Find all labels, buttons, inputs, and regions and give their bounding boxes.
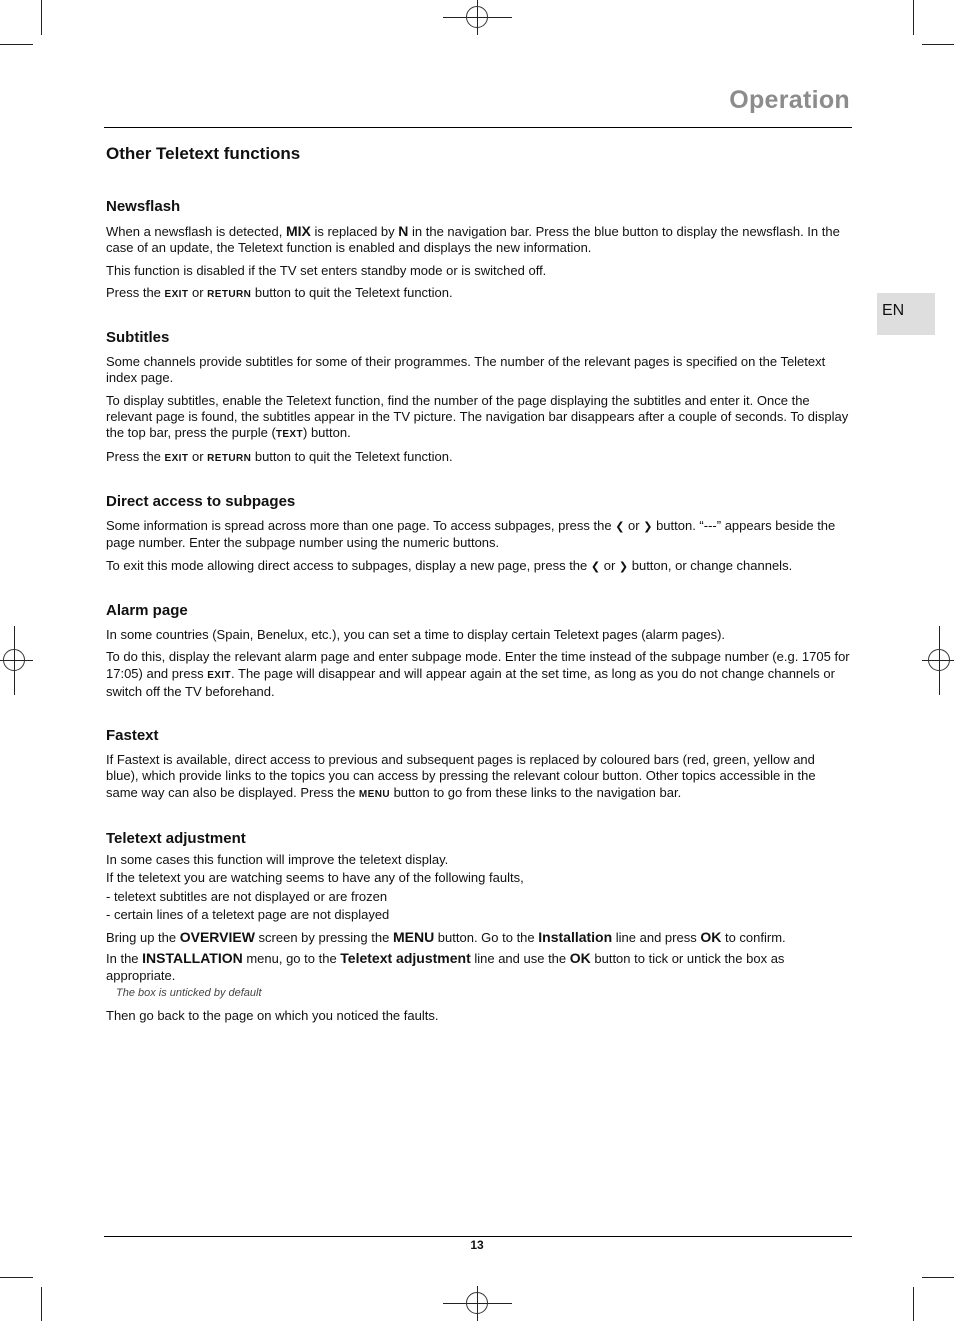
footer-divider — [104, 1236, 852, 1237]
exit-key: EXIT — [164, 453, 189, 465]
crop-mark — [0, 1277, 33, 1278]
registration-circle — [466, 1292, 488, 1314]
registration-circle — [466, 6, 488, 28]
crop-mark — [913, 1287, 914, 1321]
installation-menu-label: INSTALLATION — [142, 950, 243, 967]
paragraph: If the teletext you are watching seems to have any of the following faults, — [106, 870, 524, 886]
language-tab: EN — [877, 293, 935, 335]
crop-mark — [913, 0, 914, 35]
list-item: - certain lines of a teletext page are not displayed — [106, 906, 390, 922]
header-divider — [104, 127, 852, 128]
crop-mark — [41, 0, 42, 35]
menu-key: MENU — [358, 788, 390, 800]
return-key: RETURN — [207, 453, 252, 465]
alarm-heading: Alarm page — [106, 602, 188, 619]
fastext-text: If Fastext is available, direct access to previous and subsequent pages is replaced by coloured bars (red, green, yellow and blue), which provide links to the topics you can access by pressing the relevant colour button. Other topics accessible in the same way can also be displayed. Press the MENU button to go from these links to the navigation bar. — [106, 752, 816, 800]
n-label: N — [398, 223, 409, 239]
adjustment-heading: Teletext adjustment — [106, 830, 246, 847]
menu-label: MENU — [392, 929, 435, 946]
paragraph: Then go back to the page on which you noticed the faults. — [106, 1008, 439, 1024]
paragraph: This function is disabled if the TV set enters standby mode or is switched off. — [106, 262, 547, 278]
left-arrow-icon: ❮ — [615, 521, 625, 533]
crop-mark — [41, 1287, 42, 1321]
crop-mark — [0, 44, 33, 45]
default-note: The box is unticked by default — [116, 987, 262, 1000]
ok-label: OK — [569, 950, 591, 967]
left-arrow-icon: ❮ — [590, 560, 601, 573]
exit-key: EXIT — [164, 288, 189, 300]
text-key: TEXT — [275, 429, 303, 441]
paragraph: Some channels provide subtitles for some of their programmes. The number of the relevant pages is specified on the Teletext index page. — [106, 354, 826, 386]
crop-mark — [922, 1277, 954, 1278]
subpages-heading: Direct access to subpages — [106, 493, 296, 510]
paragraph: In some cases this function will improve the teletext display. — [106, 852, 449, 867]
exit-key: EXIT — [207, 669, 232, 681]
registration-circle — [928, 649, 950, 671]
subpages-text: Some information is spread across more than one page. To access subpages, press the ❮ or ❯ button. “---” appears beside the page number. Enter the subpage number using the numeric buttons. To exit this mode allowing direct access to subpages, display a new page, press the ❮ or ❯ button, or change channels. — [106, 518, 850, 575]
page-number: 13 — [470, 1238, 484, 1252]
mix-label: MIX — [285, 223, 311, 239]
newsflash-heading: Newsflash — [106, 198, 181, 215]
newsflash-text: When a newsflash is detected, MIX is replaced by N in the navigation bar. Press the blue button to display the newsflash. In the case of an update, the Teletext function is enabled and displays the new information. This function is disabled if the TV set enters standby mode or is switched off. Press the EXIT or RETURN button to quit the Teletext function. — [106, 223, 850, 303]
fastext-heading: Fastext — [106, 727, 159, 744]
registration-circle — [3, 649, 25, 671]
subtitles-text: Some channels provide subtitles for some of their programmes. The number of the relevant pages is specified on the Teletext index page. To display subtitles, enable the Teletext function, find the number of the page displaying the subtitles and enter it. Once the relevant page is found, the subtitles appear in the TV picture. The navigation bar disappears after a couple of seconds. To display the top bar, press the purple (TEXT) button. Press the EXIT or RETURN button to quit the Teletext function. — [106, 354, 849, 465]
paragraph: In some countries (Spain, Benelux, etc.), you can set a time to display certain Teletext pages (alarm pages). — [106, 627, 726, 642]
crop-mark — [922, 44, 954, 45]
list-item: - teletext subtitles are not displayed or are frozen — [106, 888, 388, 904]
right-arrow-icon: ❯ — [643, 521, 653, 533]
teletext-adjustment-label: Teletext adjustment — [340, 950, 471, 967]
return-key: RETURN — [207, 288, 252, 300]
alarm-text: In some countries (Spain, Benelux, etc.), you can set a time to display certain Teletext pages (alarm pages). To do this, display the relevant alarm page and enter subpage mode. Enter the time instead of the subpage number (e.g. 1705 for 17:05) and press EXIT. The page will disappear and will appear again at the set time, as long as you do not change channels or switch off the TV beforehand. — [106, 627, 850, 699]
ok-label: OK — [700, 929, 722, 946]
adjustment-text: In some cases this function will improve the teletext display. If the teletext you are watching seems to have any of the following faults, - teletext subtitles are not displayed or are frozen - certain lines of a teletext page are not displayed Bring up the OVERVIEW screen by pressing the MENU button. Go to the Installation line and press OK to confirm. In the INSTALLATION menu, go to the Teletext adjustment line and use the OK button to tick or untick the box as appropriate. The box is unticked by default Then go back to the page on which you noticed the faults. — [106, 851, 850, 1026]
section-title: Other Teletext functions — [106, 144, 301, 163]
installation-label: Installation — [538, 929, 613, 946]
overview-label: OVERVIEW — [179, 929, 255, 946]
subtitles-heading: Subtitles — [106, 329, 170, 346]
page-title: Operation — [729, 86, 850, 114]
right-arrow-icon: ❯ — [618, 560, 629, 573]
